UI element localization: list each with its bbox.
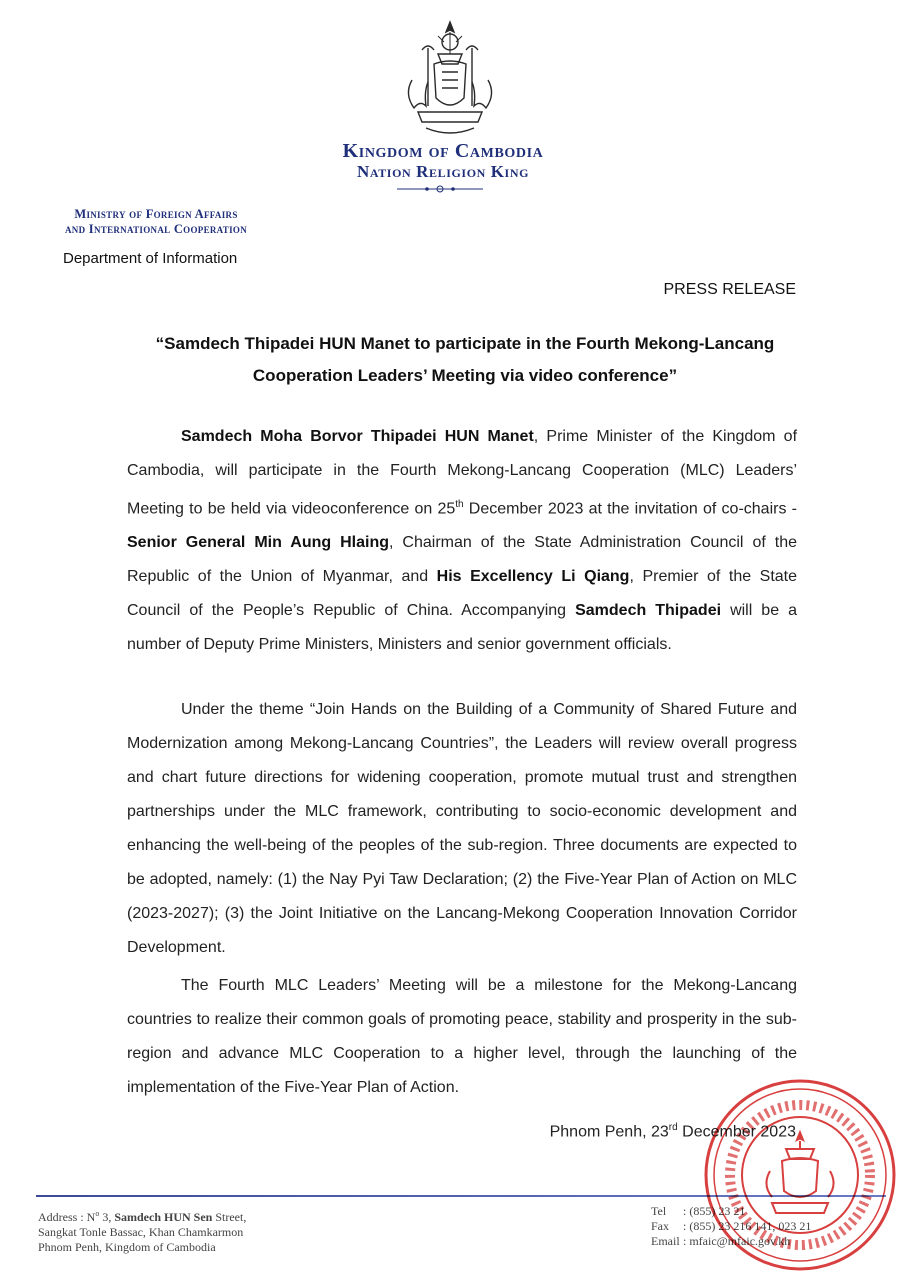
- name-li-qiang: His Excellency Li Qiang: [436, 568, 630, 586]
- address-label: Address : N: [38, 1210, 96, 1224]
- department-name: Department of Information: [63, 250, 238, 267]
- p1-text-5: will be a number of Deputy Prime Ministers, Ministers and senior government officials.: [127, 602, 798, 654]
- title-line-2: Cooperation Leaders’ Meeting via video conference”: [252, 366, 678, 385]
- royal-coat-of-arms-emblem: [398, 20, 502, 138]
- p1-text-4: , Premier of the State Council of the People’s Republic of China. Accompanying: [127, 568, 798, 620]
- paragraph-2: [127, 693, 797, 965]
- paragraph-2-text: Under the theme “Join Hands on the Building of a Community of Shared Future and Modernization among Mekong-Lancang Countries”, the Leaders will review overall progress and chart future directions for widening cooperation, promote mutual trust and strengthen partnerships under the MLC framework, contributing to socio-economic development and enhancing the well-being of the peoples of the sub-region. Three documents are expected to be adopted, namely: (1) the Nay Pyi Taw Declaration; (2) the Five-Year Plan of Action on MLC (2023-2027); (3) the Joint Initiative on the Lancang-Mekong Cooperation Innovation Corridor Development.: [127, 701, 797, 956]
- dateline-suffix: December 2023: [677, 1123, 796, 1141]
- p1-text-2: December 2023 at the invitation of co-chairs -: [463, 500, 797, 518]
- email-value: : mfaic@mfaic.gov.kh: [683, 1234, 791, 1248]
- paragraph-3-text: The Fourth MLC Leaders’ Meeting will be a milestone for the Mekong-Lancang countries to realize their common goals of promoting peace, stability and prosperity in the sub-region and advance MLC Cooperation to a higher level, through the launching of the implementation of the Five-Year Plan of Action.: [127, 977, 797, 1096]
- address-line-2: Sangkat Tonle Bassac, Khan Chamkarmon: [38, 1225, 244, 1239]
- ministry-name: [30, 207, 282, 237]
- address-street-name: Samdech HUN Sen: [114, 1210, 213, 1224]
- decorative-ornament-icon: [395, 184, 485, 194]
- tel-value: : (855) 23 21: [683, 1204, 746, 1218]
- address-number: 3,: [99, 1210, 115, 1224]
- press-release-title: [100, 328, 830, 392]
- fax-value: : (855) 23 216 141, 023 21: [683, 1219, 812, 1233]
- name-hun-manet: Samdech Moha Borvor Thipadei HUN Manet: [181, 428, 534, 445]
- address-number-sup: o: [95, 1209, 100, 1218]
- name-min-aung-hlaing: Senior General Min Aung Hlaing: [127, 534, 389, 552]
- paragraph-3: [127, 969, 797, 1105]
- address-street-suffix: Street,: [212, 1210, 247, 1224]
- dateline-ordinal: rd: [668, 1122, 678, 1133]
- ministry-line-1: Ministry of Foreign Affairs: [74, 207, 238, 221]
- title-line-1: “Samdech Thipadei HUN Manet to participate in the Fourth Mekong-Lancang: [155, 334, 775, 353]
- email-label: Email: [651, 1234, 680, 1248]
- national-motto: Nation Religion King: [356, 162, 530, 181]
- footer-address: [38, 1206, 246, 1255]
- p1-text-1: , Prime Minister of the Kingdom of Cambodia, will participate in the Fourth Mekong-Lancang Cooperation (MLC) Leaders’ Meeting to be held via videoconference on 25: [127, 428, 798, 518]
- tel-label: Tel: [651, 1204, 667, 1218]
- official-red-seal-stamp: [700, 1075, 900, 1275]
- dateline-prefix: Phnom Penh, 23: [549, 1123, 669, 1141]
- address-line-3: Phnom Penh, Kingdom of Cambodia: [38, 1240, 216, 1254]
- document-type: PRESS RELEASE: [663, 281, 796, 298]
- paragraph-1: [127, 420, 797, 662]
- p1-ordinal: th: [455, 499, 464, 510]
- name-samdech-thipadei: Samdech Thipadei: [575, 602, 722, 620]
- p1-text-3: , Chairman of the State Administration Council of the Republic of the Union of Myanmar, and: [127, 534, 797, 586]
- kingdom-title: Kingdom of Cambodia: [342, 140, 544, 162]
- fax-label: Fax: [651, 1219, 669, 1233]
- ministry-line-2: and International Cooperation: [64, 222, 248, 236]
